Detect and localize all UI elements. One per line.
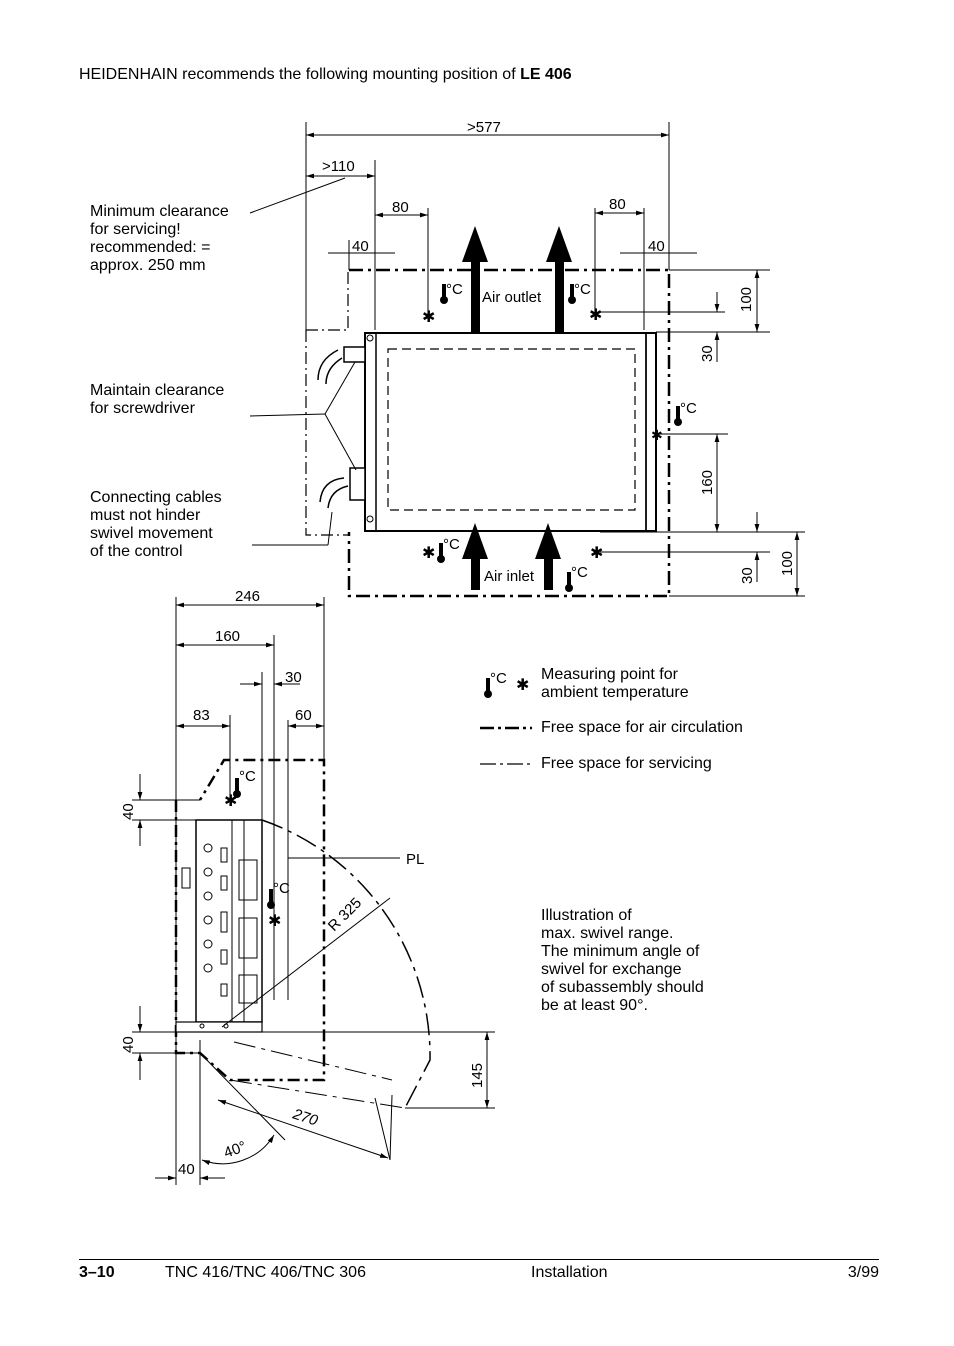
legend-servicing: Free space for servicing: [541, 755, 712, 772]
temp-label-4: °C: [443, 536, 460, 553]
dim-40-bottom: 40: [120, 1036, 137, 1053]
dim-40-top: 40: [120, 803, 137, 820]
temp-label-3: °C: [680, 400, 697, 417]
dim-left80: 80: [392, 199, 409, 216]
dim-min110: >110: [322, 158, 355, 175]
temp-label-1: °C: [446, 281, 463, 298]
side-view: [132, 597, 495, 1185]
measure-point-icon: ✱: [422, 545, 436, 562]
footer-date: 3/99: [847, 1264, 879, 1281]
temp-label-5: °C: [571, 564, 588, 581]
dim-mid160: 160: [699, 469, 716, 495]
note-clearance: Minimum clearance for servicing! recommended: = approx. 250 mm: [90, 203, 229, 274]
air-inlet-label: Air inlet: [484, 568, 535, 585]
pl-label: PL: [406, 851, 425, 868]
page-footer: [79, 1259, 879, 1281]
dim-83: 83: [193, 707, 210, 724]
temp-label-2: °C: [574, 281, 591, 298]
dim-top100: 100: [738, 286, 755, 312]
note-cables: Connecting cables must not hinder swivel movement of the control: [90, 489, 222, 560]
measure-point-icon: ✱: [224, 793, 238, 810]
note-screwdriver: Maintain clearance for screwdriver: [90, 382, 225, 417]
dim-right80: 80: [609, 196, 626, 213]
top-view: [250, 122, 805, 596]
footer-section: Installation: [531, 1264, 608, 1281]
dim-left40: 40: [352, 238, 369, 255]
dim-angle-40: 40°: [221, 1138, 249, 1162]
measure-point-icon: ✱: [422, 309, 436, 326]
dim-right40: 40: [648, 238, 665, 255]
measure-point-icon: ✱: [590, 545, 604, 562]
note-swivel: Illustration of max. swivel range. The minimum angle of swivel for exchange of subassembly should be at least 90°.: [541, 907, 704, 1014]
measure-point-icon: ✱: [651, 427, 663, 443]
dim-30: 30: [285, 669, 302, 686]
air-outlet-label: Air outlet: [482, 289, 542, 306]
footer-page: 3–10: [79, 1264, 115, 1281]
intro-text: HEIDENHAIN recommends the following mounting position of: [79, 66, 521, 83]
dim-r325: R 325: [324, 894, 366, 935]
dim-bot100: 100: [779, 550, 796, 576]
measure-point-icon: ✱: [589, 307, 603, 324]
dim-total: >577: [467, 119, 501, 136]
dim-160: 160: [215, 628, 241, 645]
dim-246: 246: [235, 588, 261, 605]
dim-60: 60: [295, 707, 312, 724]
legend-temp-label: °C: [490, 670, 507, 687]
dim-top30: 30: [699, 345, 716, 362]
measure-point-icon: ✱: [268, 913, 282, 930]
intro-model: LE 406: [520, 66, 572, 83]
temp-label-7: °C: [273, 880, 290, 897]
footer-models: TNC 416/TNC 406/TNC 306: [165, 1264, 366, 1281]
legend-measure-point-icon: ✱: [516, 677, 530, 694]
dim-145: 145: [469, 1062, 486, 1088]
legend-air: Free space for air circulation: [541, 719, 743, 736]
dim-270: 270: [290, 1105, 320, 1130]
dim-bot30: 30: [739, 567, 756, 584]
temp-label-6: °C: [239, 768, 256, 785]
legend-measuring: Measuring point for ambient temperature: [541, 666, 689, 701]
dim-40-low: 40: [178, 1161, 195, 1178]
